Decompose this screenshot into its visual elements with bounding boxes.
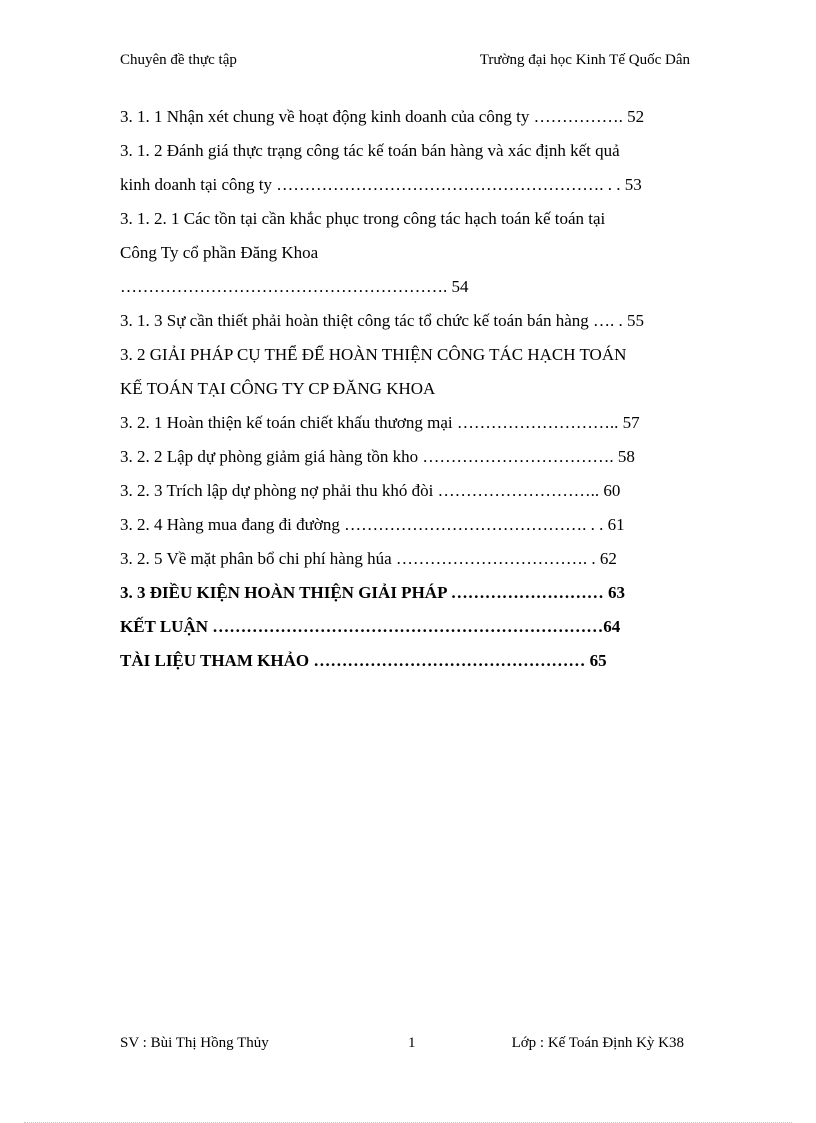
table-of-contents [120,100,698,678]
toc-entry: 3. 2. 2 Lập dự phòng giảm giá hàng tồn kho ……………………………. 58 [120,447,635,466]
toc-entry: 3. 1. 3 Sự cần thiết phải hoàn thiệt công tác tổ chức kế toán bán hàng …. . 55 [120,311,645,330]
header-left-text: Chuyên đề thực tập [120,52,237,68]
toc-entry: 3. 2. 5 Về mặt phân bổ chi phí hàng húa ……………………………. . 62 [120,549,617,568]
toc-entry: KẾ TOÁN TẠI CÔNG TY CP ĐĂNG KHOA [120,379,436,398]
toc-entry: 3. 1. 2 Đánh giá thực trạng công tác kế toán bán hàng và xác định kết quả [120,141,620,160]
footer-class-name: Lớp : Kế Toán Định Kỳ K38 [511,1035,684,1051]
toc-entry: …………………………………………………. 54 [120,277,469,296]
toc-entry: kinh doanh tại công ty …………………………………………………. . . 53 [120,175,642,194]
toc-entry: 3. 1. 1 Nhận xét chung về hoạt động kinh doanh của công ty ……………. 52 [120,107,645,126]
header-right-text: Trường đại học Kinh Tế Quốc Dân [479,52,690,68]
toc-entry: 3. 2 GIẢI PHÁP CỤ THỂ ĐỂ HOÀN THIỆN CÔNG TÁC HẠCH TOÁN [120,345,627,364]
toc-entry-bold: TÀI LIỆU THAM KHẢO ………………………………………… 65 [120,651,607,670]
toc-entry: 3. 2. 1 Hoàn thiện kế toán chiết khấu thương mại ……………………….. 57 [120,413,640,432]
page-number: 1 [408,1035,416,1051]
toc-entry: 3. 2. 4 Hàng mua đang đi đường ……………………………………. . . 61 [120,515,625,534]
toc-entry-bold: KẾT LUẬN ……………………………………………………………64 [120,617,621,636]
toc-entry-bold: 3. 3 ĐIỀU KIỆN HOÀN THIỆN GIẢI PHÁP ……………………… 63 [120,583,626,602]
footer-student-name: SV : Bùi Thị Hồng Thủy [120,1035,269,1051]
toc-entry: Công Ty cổ phần Đăng Khoa [120,243,319,262]
toc-entry: 3. 1. 2. 1 Các tồn tại cần khắc phục trong công tác hạch toán kế toán tại [120,209,606,228]
toc-entry: 3. 2. 3 Trích lập dự phòng nợ phải thu khó đòi ……………………….. 60 [120,481,621,500]
